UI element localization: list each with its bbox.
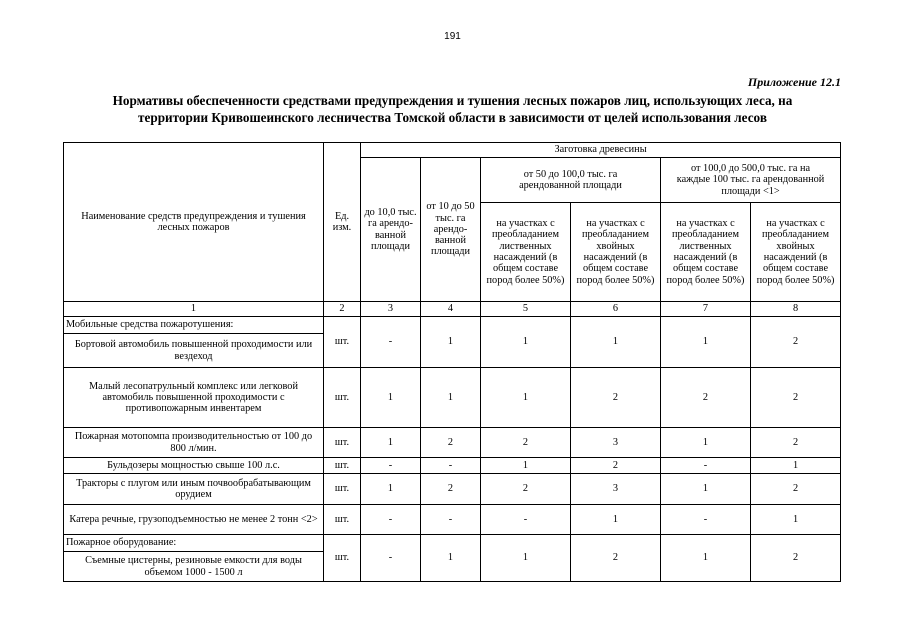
- page-number: 191: [444, 31, 461, 42]
- column-number-row: [64, 302, 841, 317]
- value-cell: 2: [421, 474, 481, 505]
- value-cell: 1: [661, 535, 751, 582]
- value-cell: -: [421, 458, 481, 474]
- value-cell: 1: [421, 317, 481, 368]
- value-cell: 2: [751, 535, 841, 582]
- value-cell: 1: [571, 505, 661, 535]
- value-cell: -: [361, 317, 421, 368]
- column-number: 8: [751, 302, 841, 317]
- column-number: 5: [481, 302, 571, 317]
- value-cell: 3: [571, 474, 661, 505]
- column-number: 1: [64, 302, 324, 317]
- header-col8: на участках с преобладанием хвойных насаждений (в общем составе пород более 50%): [751, 203, 841, 302]
- value-cell: 2: [751, 474, 841, 505]
- value-cell: 2: [421, 428, 481, 458]
- group-row-equipment: [64, 535, 841, 552]
- value-cell: 1: [361, 474, 421, 505]
- value-cell: 1: [481, 368, 571, 428]
- value-cell: 2: [661, 368, 751, 428]
- value-cell: 2: [571, 368, 661, 428]
- value-cell: 1: [751, 505, 841, 535]
- value-cell: -: [361, 535, 421, 582]
- value-cell: 1: [361, 428, 421, 458]
- table-row: [64, 474, 841, 505]
- value-cell: 2: [751, 428, 841, 458]
- group-label: Пожарное оборудование:: [64, 535, 324, 552]
- header-unit: Ед. изм.: [324, 143, 361, 302]
- value-cell: 1: [661, 474, 751, 505]
- appendix-label: Приложение 12.1: [747, 75, 841, 89]
- table-row: [64, 505, 841, 535]
- title-line-1: Нормативы обеспеченности средствами предупреждения и тушения лесных пожаров лиц, использующих леса, на: [112, 93, 793, 108]
- value-cell: 2: [751, 368, 841, 428]
- column-number: 4: [421, 302, 481, 317]
- header-col6: на участках с преобладанием хвойных насаждений (в общем составе пород более 50%): [571, 203, 661, 302]
- value-cell: 1: [751, 458, 841, 474]
- row-name: Бульдозеры мощностью свыше 100 л.с.: [64, 458, 324, 474]
- table-row: [64, 368, 841, 428]
- header-col7: на участках с преобладанием лиственных насаждений (в общем составе пород более 50%): [661, 203, 751, 302]
- unit-cell: шт.: [324, 458, 361, 474]
- value-cell: 2: [571, 458, 661, 474]
- value-cell: 1: [421, 535, 481, 582]
- row-name: Малый лесопатрульный комплекс или легковой автомобиль повышенной проходимости с противопожарным инвентарем: [64, 368, 324, 428]
- header-group: Заготовка древесины: [361, 143, 841, 158]
- row-name: Пожарная мотопомпа производительностью от 100 до 800 л/мин.: [64, 428, 324, 458]
- value-cell: 2: [481, 428, 571, 458]
- group-label: Мобильные средства пожаротушения:: [64, 317, 324, 334]
- value-cell: -: [481, 505, 571, 535]
- column-number: 6: [571, 302, 661, 317]
- unit-cell: шт.: [324, 428, 361, 458]
- table-row: [64, 458, 841, 474]
- row-name: Бортовой автомобиль повышенной проходимости или вездеход: [64, 334, 324, 368]
- header-col4: от 10 до 50 тыс. га арендо-ванной площади: [421, 158, 481, 302]
- value-cell: 1: [481, 535, 571, 582]
- unit-cell: шт.: [324, 505, 361, 535]
- header-col5: на участках с преобладанием лиственных насаждений (в общем составе пород более 50%): [481, 203, 571, 302]
- value-cell: -: [661, 458, 751, 474]
- value-cell: 2: [571, 535, 661, 582]
- value-cell: 1: [571, 317, 661, 368]
- row-name: Катера речные, грузоподъемностью не менее 2 тонн <2>: [64, 505, 324, 535]
- group-row-mobile: [64, 317, 841, 334]
- column-number: 7: [661, 302, 751, 317]
- value-cell: 1: [661, 428, 751, 458]
- value-cell: 2: [751, 317, 841, 368]
- value-cell: -: [361, 505, 421, 535]
- value-cell: 1: [481, 317, 571, 368]
- column-number: 3: [361, 302, 421, 317]
- column-number: 2: [324, 302, 361, 317]
- value-cell: -: [661, 505, 751, 535]
- title-line-2: территории Кривошеинского лесничества Томской области в зависимости от целей использования лесов: [138, 110, 767, 125]
- unit-cell: шт.: [324, 474, 361, 505]
- value-cell: 1: [361, 368, 421, 428]
- value-cell: -: [421, 505, 481, 535]
- document-title: [40, 92, 865, 126]
- unit-cell: шт.: [324, 535, 361, 582]
- header-col78: от 100,0 до 500,0 тыс. га на каждые 100 тыс. га арендованной площади <1>: [661, 158, 841, 203]
- value-cell: 1: [661, 317, 751, 368]
- value-cell: 1: [421, 368, 481, 428]
- unit-cell: шт.: [324, 368, 361, 428]
- norms-table: [63, 142, 841, 582]
- table-row: [64, 428, 841, 458]
- value-cell: 3: [571, 428, 661, 458]
- value-cell: -: [361, 458, 421, 474]
- value-cell: 2: [481, 474, 571, 505]
- header-col56: от 50 до 100,0 тыс. га арендованной площади: [481, 158, 661, 203]
- row-name: Тракторы с плугом или иным почвообрабатывающим орудием: [64, 474, 324, 505]
- unit-cell: шт.: [324, 317, 361, 368]
- row-name: Съемные цистерны, резиновые емкости для воды объемом 1000 - 1500 л: [64, 552, 324, 582]
- value-cell: 1: [481, 458, 571, 474]
- header-name: Наименование средств предупреждения и тушения лесных пожаров: [64, 143, 324, 302]
- header-col3: до 10,0 тыс. га арендо-ванной площади: [361, 158, 421, 302]
